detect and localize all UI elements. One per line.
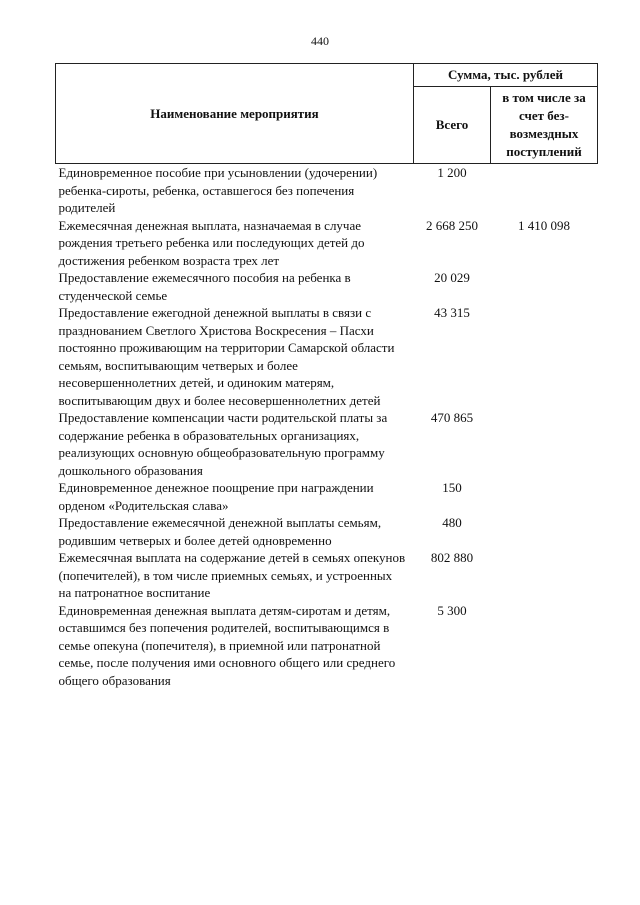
- row-total: 1 200: [437, 165, 467, 180]
- table-row: [56, 304, 598, 409]
- row-total: 2 668 250: [426, 217, 478, 233]
- row-grants: [491, 269, 598, 304]
- row-name: Предоставление ежегодной денежной выплаты в связи с празднованием Светлого Христова Воскресения – Пасхи постоянно проживающим на территории Самарской области семьям, воспитывающим четверых и более несовершеннолетних детей, и одиноким матерям, воспитывающим двух и более несовершеннолетних детей: [58, 305, 395, 408]
- row-name: Единовременное пособие при усыновлении (удочерении) ребенка-сироты, ребенка, оставшегося без попечения родителей: [58, 165, 378, 215]
- row-total: 470 865: [430, 410, 474, 425]
- page-number: 440: [311, 34, 329, 48]
- row-total: 480: [442, 515, 462, 530]
- header-grants: в том числе за счет без-возмездных поступлений: [491, 87, 598, 164]
- table-row: [56, 602, 598, 690]
- row-total: 20 029: [434, 270, 470, 285]
- row-total: 150: [442, 480, 462, 495]
- row-total: 5 300: [437, 602, 467, 618]
- table-row: [56, 217, 598, 270]
- row-name: Предоставление компенсации части родительской платы за содержание ребенка в образовательных организациях, реализующих основную общеобразовательную программу дошкольного образования: [58, 410, 388, 478]
- budget-table: [55, 63, 598, 689]
- table-row: [56, 479, 598, 514]
- row-name: Единовременное денежное поощрение при награждении орденом «Родительская слава»: [58, 480, 374, 513]
- header-name: Наименование мероприятия: [56, 64, 414, 164]
- row-grants: [491, 602, 598, 690]
- table-row: [56, 549, 598, 602]
- header-total: Всего: [414, 87, 491, 164]
- row-name: Единовременная денежная выплата детям-сиротам и детям, оставшимся без попечения родителей, воспитывающимся в семье опекуна (попечителя), в приемной или патронатной семье, после получения ими основного общего или среднего общего образования: [58, 602, 396, 688]
- row-total: 43 315: [434, 305, 470, 320]
- row-name: Предоставление ежемесячной денежной выплаты семьям, родившим четверых и более детей одновременно: [58, 515, 382, 548]
- row-grants: [491, 479, 598, 514]
- table-row: [56, 514, 598, 549]
- row-name: Предоставление ежемесячного пособия на ребенка в студенческой семье: [58, 270, 351, 303]
- row-total: 802 880: [430, 550, 474, 565]
- row-name: Ежемесячная денежная выплата, назначаемая в случае рождения третьего ребенка или последующих детей до достижения ребенком возраста трех лет: [58, 217, 365, 268]
- table-row: [56, 269, 598, 304]
- row-grants: [491, 409, 598, 479]
- header-sum: Сумма, тыс. рублей: [414, 64, 598, 87]
- row-grants: 1 410 098: [518, 217, 570, 233]
- row-grants: [491, 514, 598, 549]
- table-row: [56, 164, 598, 217]
- row-grants: [491, 304, 598, 409]
- row-grants: [491, 549, 598, 602]
- row-name: Ежемесячная выплата на содержание детей в семьях опекунов (попечителей), в том числе приемных семьях, и устроенных на патронатное воспитание: [58, 550, 406, 600]
- row-grants: [491, 164, 598, 217]
- table-row: [56, 409, 598, 479]
